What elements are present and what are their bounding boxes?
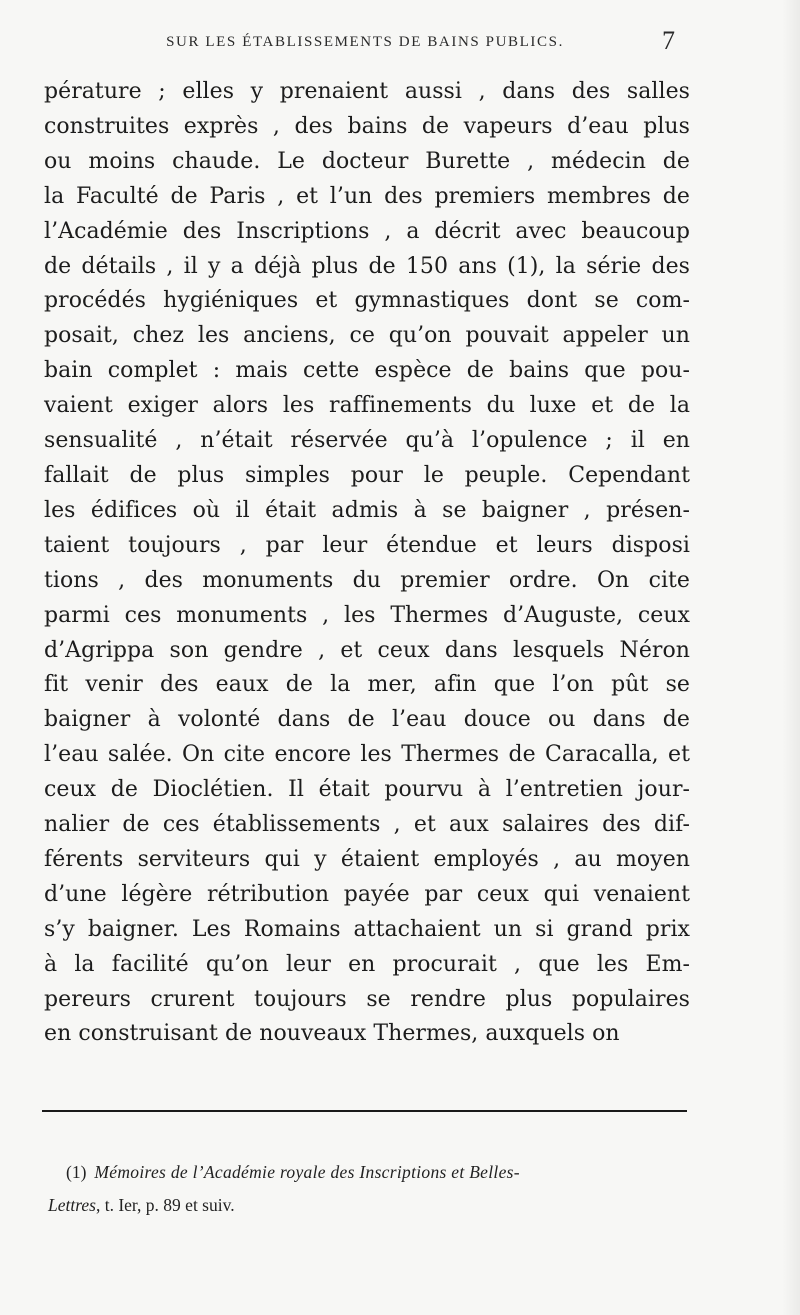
text-line: procédés hygiéniques et gymnastiques dont se com-: [44, 288, 690, 314]
text-line: taient toujours , par leur étendue et leurs disposi: [44, 532, 690, 558]
text-line: à la facilité qu’on leur en procurait , que les Em-: [44, 951, 690, 977]
text-line: ceux de Dioclétien. Il était pourvu à l’entretien jour-: [44, 777, 690, 803]
text-line: fit venir des eaux de la mer, afin que l’on pût se: [44, 672, 690, 698]
text-line: l’eau salée. On cite encore les Thermes de Caracalla, et: [44, 742, 690, 768]
text-line: la Faculté de Paris , et l’un des premiers membres de: [44, 183, 690, 209]
text-line: parmi ces monuments , les Thermes d’Auguste, ceux: [44, 602, 690, 628]
text-line: bain complet : mais cette espèce de bains que pou-: [44, 358, 690, 384]
text-line: fallait de plus simples pour le peuple. Cependant: [44, 462, 690, 488]
text-line: en construisant de nouveaux Thermes, auxquels on: [44, 1021, 620, 1047]
text-line: tions , des monuments du premier ordre. On cite: [44, 567, 690, 593]
text-line: pereurs crurent toujours se rendre plus populaires: [44, 986, 690, 1012]
text-line: ou moins chaude. Le docteur Burette , médecin de: [44, 148, 690, 174]
text-line: sensualité , n’était réservée qu’à l’opulence ; il en: [44, 428, 690, 454]
text-line: baigner à volonté dans de l’eau douce ou dans de: [44, 707, 690, 733]
footnote-line: [48, 1156, 688, 1189]
footnote-line: [48, 1189, 688, 1222]
footnote-reference: , t. Ier, p. 89 et suiv.: [95, 1195, 235, 1215]
text-line: les édifices où il était admis à se baigner , présen-: [44, 497, 690, 523]
footnote: [48, 1156, 688, 1222]
text-line: pérature ; elles y prenaient aussi , dans des salles: [44, 79, 690, 104]
text-line: d’une légère rétribution payée par ceux qui venaient: [44, 881, 690, 907]
body-text: [44, 75, 690, 1052]
text-line: nalier de ces établissements , et aux salaires des dif-: [44, 812, 690, 838]
text-line: s’y baigner. Les Romains attachaient un si grand prix: [44, 916, 690, 942]
footnote-citation: Mémoires de l’Académie royale des Inscriptions et Belles-: [94, 1162, 520, 1182]
text-line: d’Agrippa son gendre , et ceux dans lesquels Néron: [44, 637, 690, 663]
text-line: de détails , il y a déjà plus de 150 ans (1), la série des: [44, 253, 690, 279]
text-line: vaient exiger alors les raffinements du luxe et de la: [44, 393, 690, 419]
text-line: férents serviteurs qui y étaient employés , au moyen: [44, 846, 690, 872]
text-line: l’Académie des Inscriptions , a décrit avec beaucoup: [44, 218, 690, 244]
page-number: 7: [662, 26, 675, 55]
footnote-rule: [42, 1110, 687, 1112]
footnote-citation-end: Lettres: [48, 1195, 96, 1215]
text-line: posait, chez les anciens, ce qu’on pouvait appeler un: [44, 323, 690, 349]
text-line: construites exprès , des bains de vapeurs d’eau plus: [44, 113, 690, 139]
running-head: SUR LES ÉTABLISSEMENTS DE BAINS PUBLICS.: [166, 34, 564, 50]
footnote-marker: (1): [66, 1162, 87, 1182]
